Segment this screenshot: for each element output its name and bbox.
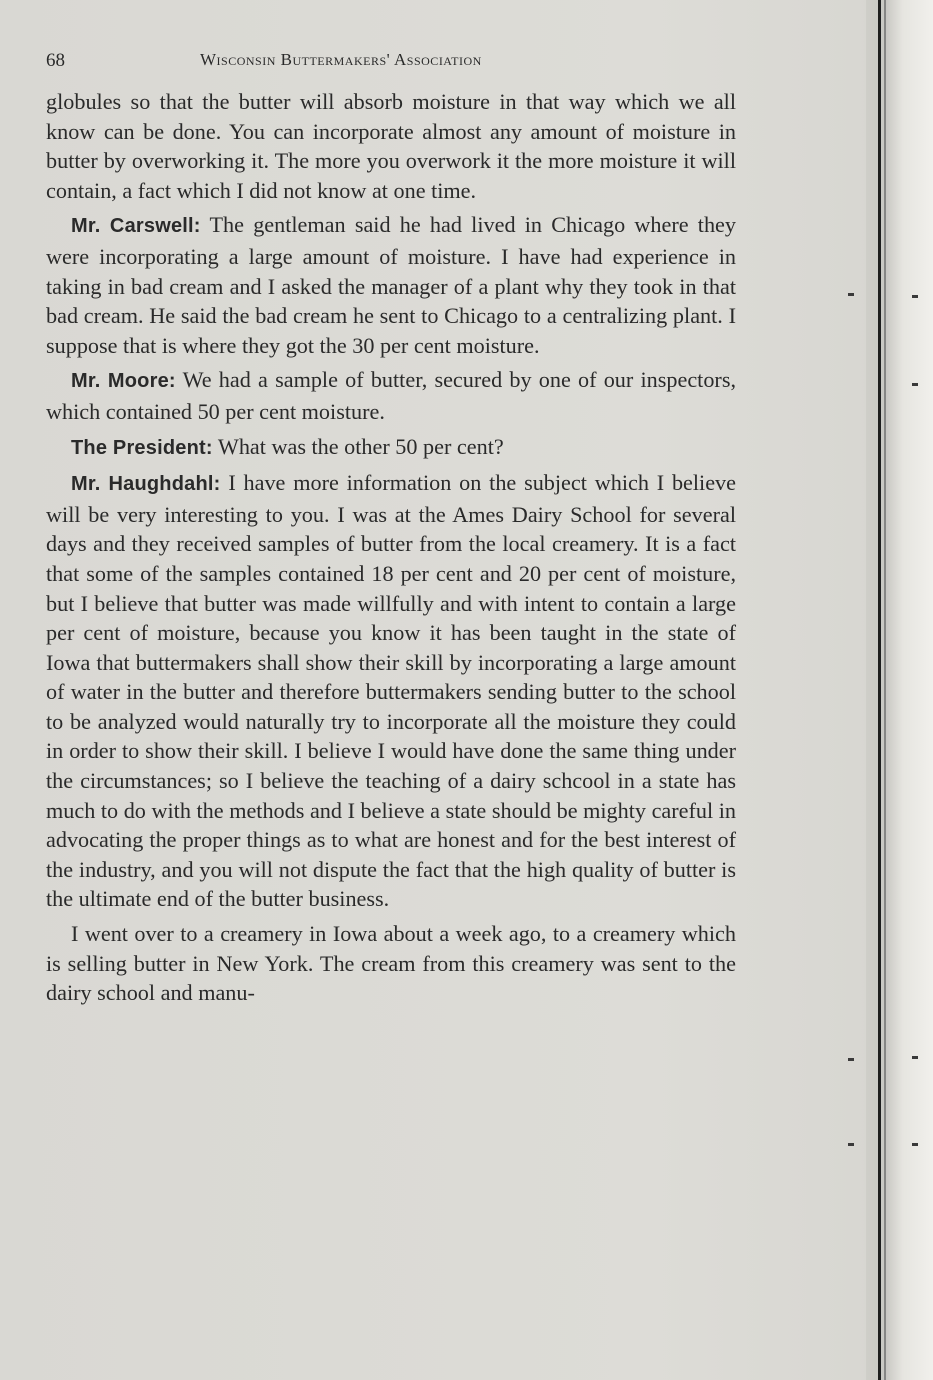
paragraph-text: I went over to a creamery in Iowa about a week ago, to a creamery which is selling butter in New York. The cream from this creamery was sent to the dairy school and manu- bbox=[46, 921, 736, 1006]
page-header bbox=[46, 50, 736, 76]
binding-mark bbox=[912, 295, 918, 298]
body-text bbox=[46, 87, 736, 1013]
paragraph-text: The gentleman said he had lived in Chicago where they were incorporating a large amount of moisture. I have had experience in taking in bad cream and I asked the manager of a plant why they took in that bad cream. He said the bad cream he sent to Chicago to a centralizing plant. I suppose that is where they got the 30 per cent moisture. bbox=[46, 212, 737, 358]
binding-mark bbox=[912, 383, 918, 386]
paragraph-text: What was the other 50 per cent? bbox=[217, 433, 504, 459]
running-head: Wisconsin Buttermakers' Association bbox=[200, 50, 482, 69]
paragraph-moore bbox=[46, 365, 736, 426]
page-number: 68 bbox=[46, 50, 65, 71]
binding-mark bbox=[848, 293, 854, 296]
speaker-name: Mr. Haughdahl: bbox=[71, 473, 221, 496]
paragraph-text: We had a sample of butter, secured by one of our inspectors, which contained 50 per cent moisture. bbox=[46, 367, 736, 424]
binding-mark bbox=[912, 1143, 918, 1146]
binding-mark bbox=[848, 1058, 854, 1061]
paragraph-haughdahl bbox=[46, 468, 736, 914]
speaker-name: Mr. Carswell: bbox=[71, 215, 201, 238]
binding-mark bbox=[912, 1056, 918, 1059]
paragraph-carswell bbox=[46, 210, 736, 360]
paragraph-text: I have more information on the subject which I believe will be very interesting to you. I was at the Ames Dairy School for several days and they received samples of butter from the local creamery. It is a fact that some of the samples contained 18 per cent and 20 per cent of moisture, but I believe that butter was made willfully and with intent to contain a large per cent of moisture, because you know it has been taught in the state of Iowa that buttermakers shall show their skill by incorporating a large amount of water in the butter and therefore buttermakers sending butter to the school to be analyzed would naturally try to incorporate all the moisture they could in order to show their skill. I believe I would have done the same thing under the circumstances; so I believe the teaching of a dairy schcool in a state has much to do with the methods and I believe a state should be mighty careful in advocating the proper things as to what are honest and for the best interest of the industry, and you will not dispute the fact that the high quality of butter is the ultimate end of the butter business. bbox=[46, 470, 736, 912]
binding-line bbox=[878, 0, 881, 1380]
paragraph-continuation bbox=[46, 87, 736, 205]
speaker-name: The President: bbox=[71, 436, 213, 459]
paragraph-president bbox=[46, 432, 736, 464]
paragraph-text: globules so that the butter will absorb moisture in that way which we all know can be done. You can incorporate almost any amount of moisture in butter by overworking it. The more you overwork it the more moisture it will contain, a fact which I did not know at one time. bbox=[46, 89, 736, 203]
binding-mark bbox=[848, 1143, 854, 1146]
paragraph-final bbox=[46, 919, 736, 1008]
speaker-name: Mr. Moore: bbox=[71, 370, 176, 393]
book-binding-edge bbox=[866, 0, 933, 1380]
binding-line-shadow bbox=[884, 0, 886, 1380]
